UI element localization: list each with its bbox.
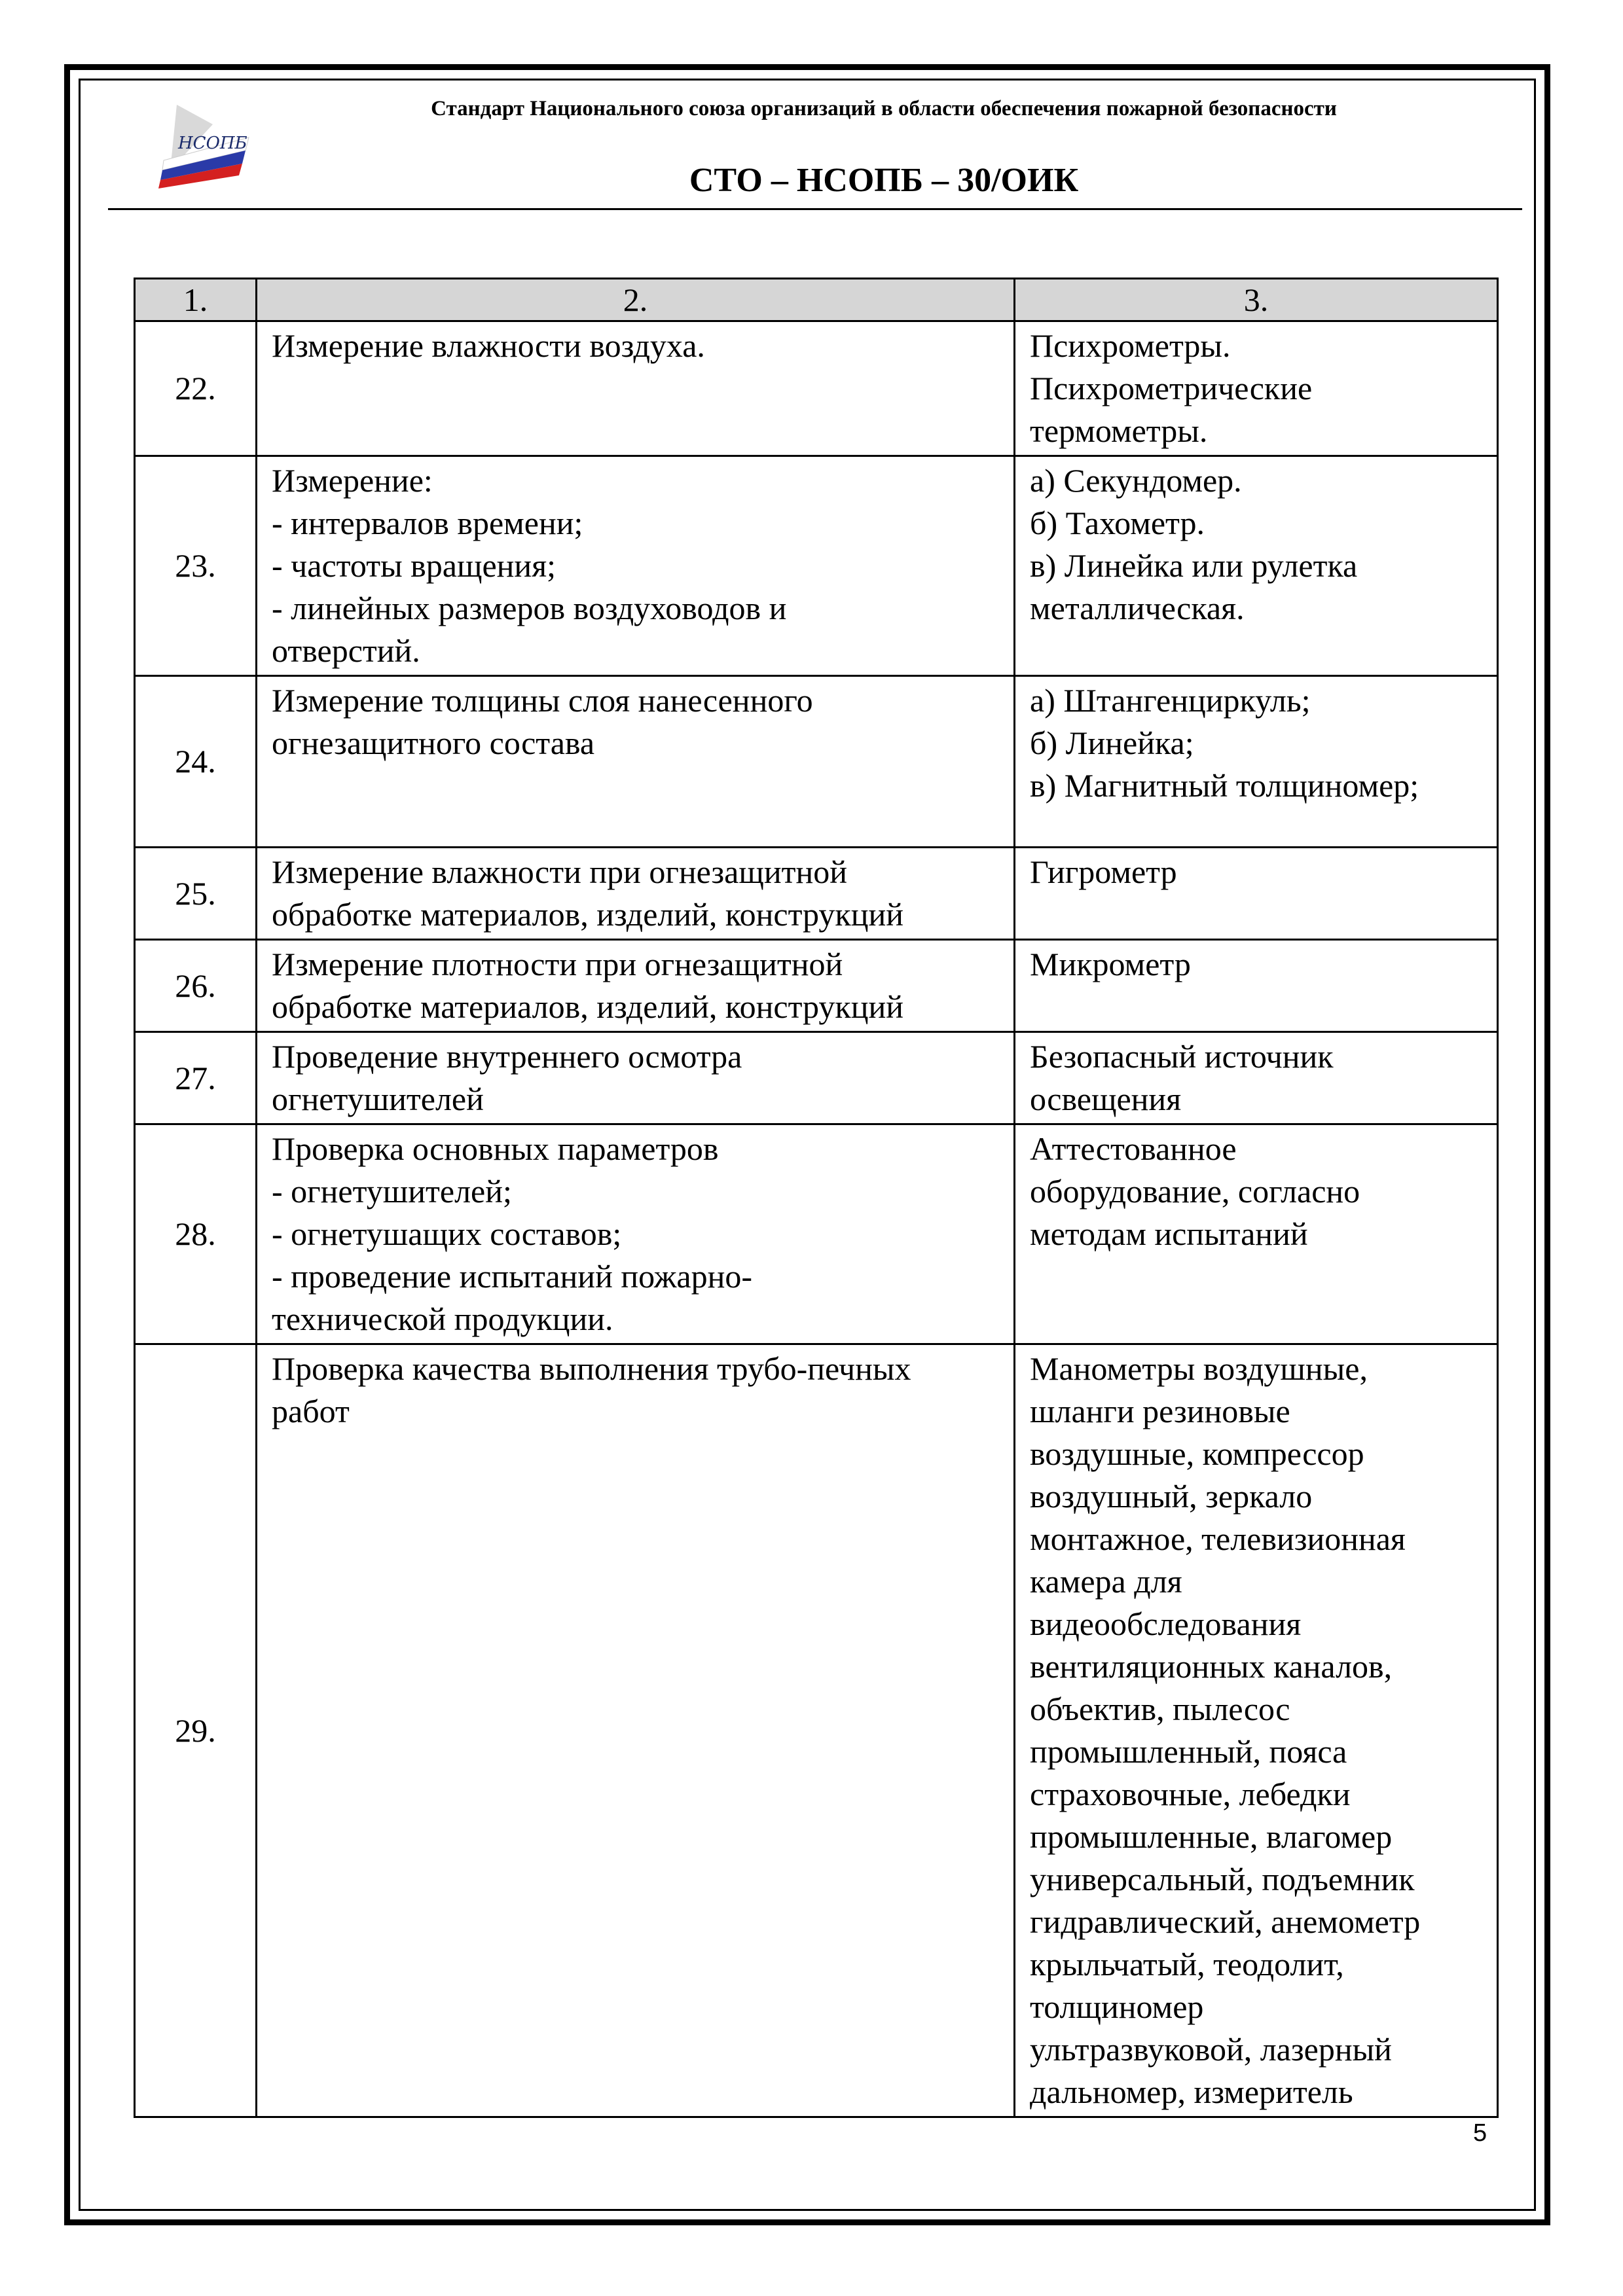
description-line: обработке материалов, изделий, конструкций xyxy=(272,896,903,933)
column-header: 1. xyxy=(135,279,257,321)
tools-line: воздушный, зеркало xyxy=(1030,1478,1313,1515)
table-row xyxy=(135,1124,1498,1344)
description-line: - линейных размеров воздуховодов и xyxy=(272,590,787,626)
description-line: - частоты вращения; xyxy=(272,547,556,584)
measuring-tools xyxy=(1015,1344,1498,2117)
description-line: Проверка качества выполнения трубо-печных xyxy=(272,1350,911,1387)
tools-line: в) Магнитный толщиномер; xyxy=(1030,767,1419,804)
row-number: 24. xyxy=(135,676,257,848)
standard-title: Стандарт Национального союза организаций в области обеспечения пожарной безопасности xyxy=(431,97,1337,120)
tools-line: оборудование, согласно xyxy=(1030,1173,1360,1210)
description-line: огнетушителей xyxy=(272,1081,484,1117)
tools-line: Безопасный источник xyxy=(1030,1038,1334,1075)
tools-line: гидравлический, анемометр xyxy=(1030,1903,1421,1940)
work-description xyxy=(257,456,1015,676)
work-description xyxy=(257,848,1015,940)
description-line: огнезащитного состава xyxy=(272,725,595,761)
description-line: технической продукции. xyxy=(272,1300,613,1337)
description-line: Измерение: xyxy=(272,462,433,499)
description-line: Измерение толщины слоя нанесенного xyxy=(272,682,813,719)
work-description xyxy=(257,676,1015,848)
measuring-tools xyxy=(1015,321,1498,456)
measuring-tools xyxy=(1015,940,1498,1032)
logo-text: НСОПБ xyxy=(178,134,247,153)
measuring-tools xyxy=(1015,676,1498,848)
tools-line: универсальный, подъемник xyxy=(1030,1861,1415,1897)
description-line: Проверка основных параметров xyxy=(272,1130,719,1167)
measuring-tools xyxy=(1015,1032,1498,1124)
work-description xyxy=(257,321,1015,456)
tools-line: крыльчатый, теодолит, xyxy=(1030,1946,1344,1982)
description-line: - огнетушащих составов; xyxy=(272,1215,622,1252)
row-number: 26. xyxy=(135,940,257,1032)
tools-line: ультразвуковой, лазерный xyxy=(1030,2031,1392,2068)
tools-line: видеообследования xyxy=(1030,1605,1302,1642)
equipment-table xyxy=(134,278,1499,2118)
work-description xyxy=(257,1124,1015,1344)
work-description xyxy=(257,940,1015,1032)
table-row xyxy=(135,321,1498,456)
column-header: 2. xyxy=(257,279,1015,321)
work-description xyxy=(257,1032,1015,1124)
tools-line: б) Тахометр. xyxy=(1030,505,1205,541)
tools-line: Гигрометр xyxy=(1030,853,1177,890)
tools-line: Аттестованное xyxy=(1030,1130,1237,1167)
description-line: - огнетушителей; xyxy=(272,1173,512,1210)
tools-line: Манометры воздушные, xyxy=(1030,1350,1368,1387)
row-number: 22. xyxy=(135,321,257,456)
work-description xyxy=(257,1344,1015,2117)
tools-line: Психрометры. xyxy=(1030,327,1231,364)
column-header: 3. xyxy=(1015,279,1498,321)
tools-line: в) Линейка или рулетка xyxy=(1030,547,1358,584)
description-line: Проведение внутреннего осмотра xyxy=(272,1038,742,1075)
row-number: 29. xyxy=(135,1344,257,2117)
measuring-tools xyxy=(1015,848,1498,940)
tools-line: а) Секундомер. xyxy=(1030,462,1242,499)
tools-line: камера для xyxy=(1030,1563,1182,1600)
description-line: Измерение влажности при огнезащитной xyxy=(272,853,847,890)
row-number: 27. xyxy=(135,1032,257,1124)
header-rule xyxy=(108,208,1522,210)
tools-line: промышленные, влагомер xyxy=(1030,1818,1393,1855)
description-line: - проведение испытаний пожарно- xyxy=(272,1258,752,1295)
table-row xyxy=(135,456,1498,676)
description-line: обработке материалов, изделий, конструкций xyxy=(272,988,903,1025)
tools-line: толщиномер xyxy=(1030,1988,1204,2025)
tools-line: освещения xyxy=(1030,1081,1182,1117)
tools-line: шланги резиновые xyxy=(1030,1393,1290,1429)
table-row xyxy=(135,676,1498,848)
tools-line: воздушные, компрессор xyxy=(1030,1435,1364,1472)
tools-line: методам испытаний xyxy=(1030,1215,1308,1252)
document-code: СТО – НСОПБ – 30/ОИК xyxy=(689,162,1079,199)
description-line: отверстий. xyxy=(272,632,420,669)
description-line: Измерение влажности воздуха. xyxy=(272,327,705,364)
tools-line: промышленный, пояса xyxy=(1030,1733,1347,1770)
tools-line: вентиляционных каналов, xyxy=(1030,1648,1393,1685)
tools-line: Психрометрические xyxy=(1030,370,1313,406)
page-number: 5 xyxy=(1473,2119,1487,2147)
row-number: 28. xyxy=(135,1124,257,1344)
tools-line: термометры. xyxy=(1030,412,1208,449)
row-number: 25. xyxy=(135,848,257,940)
row-number: 23. xyxy=(135,456,257,676)
description-line: работ xyxy=(272,1393,350,1429)
tools-line: монтажное, телевизионная xyxy=(1030,1520,1406,1557)
table-row xyxy=(135,940,1498,1032)
measuring-tools xyxy=(1015,1124,1498,1344)
tools-line: Микрометр xyxy=(1030,946,1191,982)
tools-line: а) Штангенциркуль; xyxy=(1030,682,1311,719)
table-row xyxy=(135,1344,1498,2117)
tools-line: страховочные, лебедки xyxy=(1030,1776,1351,1812)
description-line: Измерение плотности при огнезащитной xyxy=(272,946,843,982)
tools-line: дальномер, измеритель xyxy=(1030,2073,1353,2110)
table-header-row xyxy=(135,279,1498,321)
tools-line: металлическая. xyxy=(1030,590,1245,626)
table-row xyxy=(135,1032,1498,1124)
tools-line: б) Линейка; xyxy=(1030,725,1194,761)
table-row xyxy=(135,848,1498,940)
measuring-tools xyxy=(1015,456,1498,676)
tools-line: объектив, пылесос xyxy=(1030,1691,1290,1727)
description-line: - интервалов времени; xyxy=(272,505,583,541)
